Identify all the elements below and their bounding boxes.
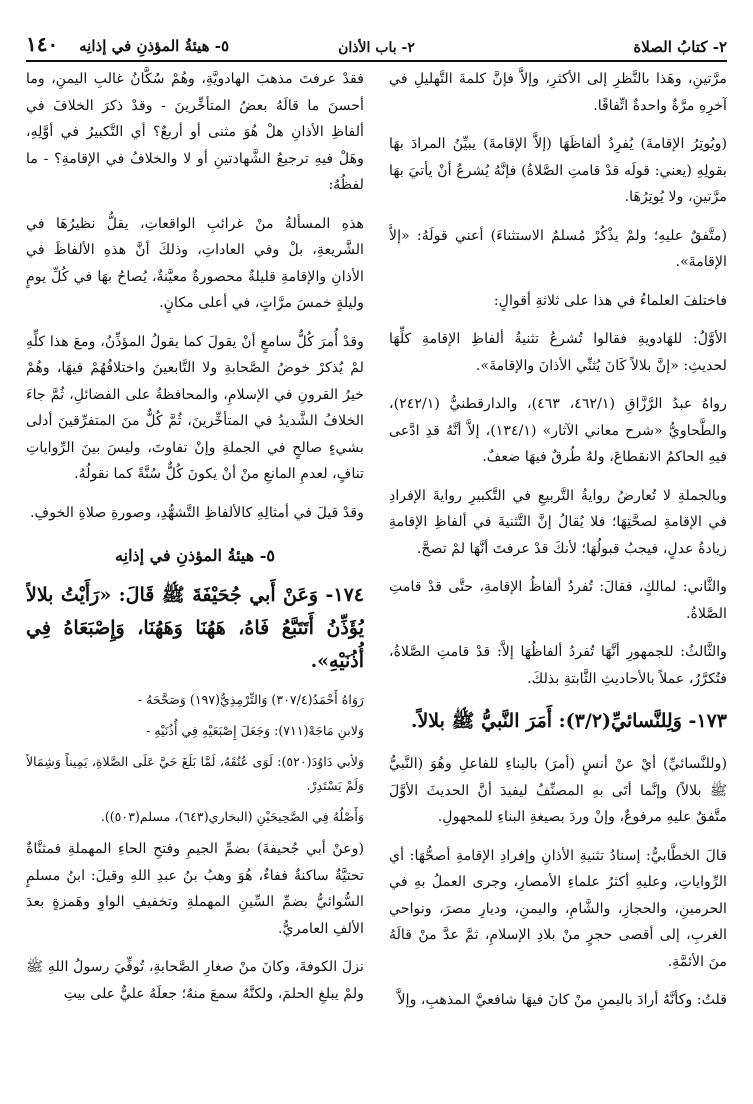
paragraph: والثَّالثُ: للجمهورِ أنَّهَا تُفردُ ألفاظُهَا إلاَّ: قدْ قامتِ الصَّلاةُ، فتُكرَّرُ، عملاً بالأحاديثِ الثَّابتةِ بذلكَ. — [389, 644, 727, 687]
paragraph: قالَ الخطَّابيُّ: إسنادُ تثنيةِ الأذانِ وإفرادِ الإقامةِ أصحُّهَا: أي الرِّواياتِ، وعليهِ أكثرُ علماءِ الأمصارِ، وجرى العملُ بهِ في الحرمينِ، والحجازِ، والشَّامِ، واليمنِ، وديارِ مصرَ، ونواحي الغربِ، إلى أقصى حجرٍ منْ بلادِ الإسلامِ، ثمَّ عدَّ منْ قالَهُ منَ الأئمَّةِ. — [389, 847, 727, 970]
paragraph: نزلَ الكوفةَ، وكانَ منْ صغارِ الصَّحابةِ، تُوفِّيَ رسولُ اللهِ ﷺ ولمْ يبلغِ الحلمَ، ولكنَّهُ سمعَ منهُ؛ جعلَهُ عليٌّ على بيتِ — [26, 959, 364, 1002]
page-number: ١٤٠ — [26, 32, 59, 56]
column-gutter — [364, 66, 389, 1092]
takhrij-line: رَوَاهُ أَحْمَدُ(٣٠٧/٤) وَالتِّرْمِذِيُّ(١٩٧) وَصَحَّحَهُ - — [137, 692, 364, 707]
paragraph: هذهِ المسألةُ منْ غرائبِ الواقعاتِ، يقلُّ نظيرُهَا في الشَّريعةِ، بلْ وفي العاداتِ، وذلكَ أنَّ هذهِ الألفاظَ في الأذانِ والإقامةِ قليلةٌ محصورةٌ معيَّنةٌ، يُصاحُ بهَا في كُلِّ يومٍ وليلةٍ خمسَ مرَّاتٍ، في أعلى مكانٍ. — [26, 215, 364, 311]
paragraph: مرَّتينِ، وهَذا بالنَّظرِ إلى الأكثرِ، وإلاَّ فإنَّ كلمةَ التَّهليلِ في آخرِهِ مرَّةٌ واحدةٌ اتِّفاقًا. — [389, 71, 727, 114]
header-section: ٢- باب الأذان — [338, 40, 415, 56]
paragraph: وبالجملةِ لا تُعارضُ روايةُ التَّربيعِ في التَّكبيرِ روايةَ الإفرادِ في الإقامةِ لصحَّتِهَا؛ فلا يُقالُ إنَّ التَّثنيةَ في ألفاظِ الإقامةِ زيادةُ عدلٍ، فيجبُ قبولُهَا؛ لأنكَ قدْ عرفتَ أنَّهَا لمْ تصحَّ. — [389, 487, 727, 557]
hadith-174: ١٧٤- وَعَنْ أَبي جُحَيْفَةَ ﷺ قَالَ: «رَأَيْتُ بلالاً يُؤَذِّنُ أَتَتَبَّعُ فَاهُ، هَهُنَا وَهَهُنَا، وَإِصْبَعَاهُ فِي أُذُنَيْهِ». — [26, 584, 364, 672]
section-title: ٥- هيئةُ المؤذنِ في إذانِه — [115, 546, 275, 565]
paragraph: فقدْ عرفتَ مذهبَ الهادويَّةِ، وهُمْ سُكَّانُ غالبِ اليمنِ، وما أحسنَ ما قالَهُ بعضُ المتأخِّرينَ - وقدْ ذكرَ الخلافَ في ألفاظِ الأذانِ هلْ هُوَ مثنى أو أربعٌ؟ أي التَّكبيرُ في أوَّلِهِ، وهَلْ فيهِ ترجيعُ الشَّهادتينِ أو لا والخلافُ في الإقامةِ؟ - ما لفظُهُ: — [26, 71, 364, 193]
paragraph: (ويُوتِرُ الإقامةَ) يُفرِدُ ألفاظَهَا (إلاَّ الإقامةَ) يبيِّنُ المرادَ بهَا بقولِهِ (يعني: قولَه قدْ قامتِ الصَّلاةُ) فإنَّهُ يُشرعُ أنْ يأتيَ بهَا مرَّتينِ، ولا يُوتِرُهَا. — [389, 136, 727, 205]
right-column — [389, 66, 727, 1092]
paragraph: رواهُ عبدُ الرَّزَّاقِ (٤٦٢/١، ٤٦٣)، والدارقطنيُّ (٢٤٢/١)، والطَّحاويُّ «شرح معاني الآثار» (١٣٤/١)، إلاَّ أنَّهُ قدِ ادَّعى فيهِ الحاكمُ الانقطاعَ، ولهُ طُرقٌ فيهَا ضعفٌ. — [389, 396, 727, 465]
paragraph: وقدْ قيلَ في أمثالِهِ كالألفاظِ التَّشهُّدِ، وصورةِ صلاةِ الخوفِ. — [30, 504, 364, 521]
header-subsection: ٥- هيئةُ المؤذنِ في إذانِه — [79, 37, 230, 55]
paragraph: قلتُ: وكأنَّهُ أرادَ باليمنِ منْ كانَ فيهَا شافعيَّ المذهبِ، وإلاَّ — [397, 992, 727, 1008]
two-column-body — [26, 66, 727, 1092]
header-chapter: ٢- كتابُ الصلاة — [633, 38, 727, 56]
paragraph: والثَّاني: لمالكٍ، فقالَ: تُفردُ ألفاظُ الإقامةِ، حتَّى قدْ قامتِ الصَّلاةُ. — [389, 579, 727, 622]
page-header — [26, 22, 727, 62]
paragraph: (وللنَّسائيِّ) أيْ عنْ أنسٍ (أمرَ) بالبناءِ للفاعلِ وهُوَ (النَّبيُّ ﷺ بلالاً) وإنَّما أتَى بهِ المصنِّفُ ليفيدَ أنَّ الحديثَ الأوَّلَ متَّفقٌ عليهِ مرفوعٌ، وإنْ وردَ بصيغةِ البناءِ للمجهولِ. — [389, 756, 727, 825]
paragraph: الأوَّلُ: للهَادويةِ فقالوا تُشرعُ تثنيةُ ألفاظِ الإقامةِ كلِّهَا لحديثِ: «إنَّ بلالاً كَانَ يُثنِّي الأذانَ والإقامةَ». — [389, 331, 727, 374]
paragraph: فاختلفَ العلماءُ في هذا على ثلاثةِ أقوالٍ: — [493, 292, 727, 309]
paragraph: وقدْ أُمرَ كُلُّ سامعٍ أنْ يقولَ كما يقولُ المؤذِّنُ، ومعَ هذا كلِّهِ لمْ يُذكرْ خوضُ الصَّحابةِ ولا التَّابعينَ واختلافُهُمْ فيهَا، وهُمْ خيرُ القرونِ في الإسلامِ، والمحافظةُ على الفضائلِ، ثُمَّ جاءَ الخلافُ الشَّديدُ في المتأخِّرينَ، ثُمَّ كُلٌّ منَ المتفرِّقينَ أدلى بشيءٍ صالحٍ في الجملةِ وإنْ تفاوتَ، وليسَ بينَ الرِّواياتِ تنافٍ، لعدمِ المانعِ منْ أنْ يكونَ كُلٌّ سُنَّةً كما نقولُهُ. — [26, 333, 364, 482]
left-column — [26, 66, 364, 1092]
book-page — [26, 22, 727, 1092]
paragraph: (وعنْ أبي جُحيفةَ) بضمِّ الجيمِ وفتحِ الحاءِ المهملةِ فمثنَّاةٌ تحتيَّةٌ ساكنةٌ ففاءٌ، هُوَ وهبُ بنُ عبدِ اللهِ وقيلَ: ابنُ مسلمٍ السُّوائيُّ بضمِّ السِّينِ المهملةِ وتخفيفِ الواوِ وهَمزةٍ بعدَ الألفِ العامريُّ. — [26, 841, 364, 937]
takhrij-line: وَأَصْلُهُ فِي الصَّحِيحَيْنِ (البخاري(٦٤٣)، مسلم(٥٠٣)). — [100, 809, 364, 824]
takhrij-line: وَلابنِ مَاجَهْ(٧١١): وَجَعَلَ إِصْبَعَيْهِ فِي أُذُنَيْهِ - — [146, 723, 364, 738]
paragraph: (متَّفقٌ عليهِ؛ ولمْ يذْكُرْ مُسلمٌ الاستثناءَ) أعني قولَهُ: «إلاَّ الإقامةَ». — [389, 227, 727, 270]
takhrij-line: وَلأبي دَاوُدَ(٥٢٠): لَوَى عُنُقَهُ، لَمَّا بَلَغَ حَيَّ عَلَى الصَّلاةِ، يَمِيناً وَشِمَالاً وَلَمْ يَسْتَدِرْ. — [26, 754, 364, 793]
hadith-173: ١٧٣- وَلِلنَّسائيِّ(٣/٢): أَمَرَ النَّبيُّ ﷺ بلالاً. — [410, 710, 727, 732]
